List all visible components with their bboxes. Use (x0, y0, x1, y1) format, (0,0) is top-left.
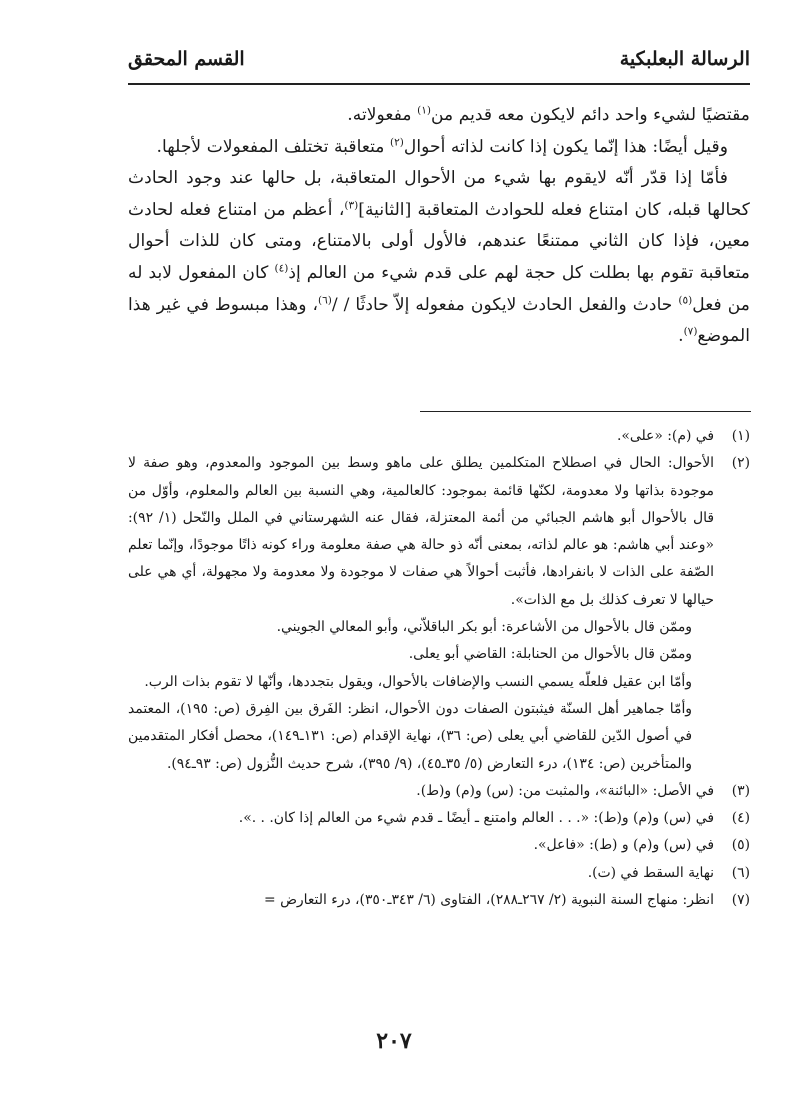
footnote-continuation: وأمّا ابن عقيل فلعلّه يسمي النسب والإضافات بالأحوال، ويقول بتجددها، وأنّها لا تقوم بذات الرب. (144, 673, 692, 690)
footnote-ref: (٦) (318, 293, 332, 306)
footnote-continuation: وممّن قال بالأحوال من الأشاعرة: أبو بكر الباقلاّني، وأبو المعالي الجويني. (276, 619, 692, 636)
footnote-text: انظر: منهاج السنة النبوية (٢/ ٢٦٧ـ٢٨٨)، الفتاوى (٦/ ٣٤٣ـ٣٥٠)، درء التعارض = (264, 892, 714, 909)
footnote-number: (٦) (731, 864, 750, 881)
footnote-number: (٣) (731, 782, 750, 799)
footnote (128, 778, 750, 805)
footnote (128, 860, 750, 887)
footnote-text: في (س) و(م) و (ط): «فاعل». (533, 837, 714, 854)
footnote-ref: (٧) (683, 325, 698, 338)
footnote-number: (١) (731, 428, 750, 444)
footnote-ref: (١) (417, 104, 431, 117)
header-book-title: الرسالة البعلبكية (619, 48, 750, 70)
footnote-ref: (٤) (274, 262, 289, 275)
footnote-continuation: وأمّا جماهير أهل السنّة فيثبتون الصفات دون الأحوال، انظر: الفَرق بين الفِرق (ص: ١٩٥)، المعتمد في أصول الدّين للقاضي أبي يعلى (ص: ٣٦)، نهاية الإقدام (ص: ١٣١ـ١٤٩)، محصل أفكار المتقدمين والمتأخرين (ص: ١٣٤)، درء التعارض (٥/ ٣٥ـ٤٥)، (٩/ ٣٩٥)، شرح حديث النُّزول (ص: ٩٣ـ٩٤). (128, 700, 693, 772)
footnote-text: في (س) و(م) و(ط): «. . . العالم وامتنع ـ أيضًا ـ قدم شيء من العالم إذا كان. . .». (238, 810, 714, 827)
footnote-continuation: وممّن قال بالأحوال من الحنابلة: القاضي أبو يعلى. (408, 646, 692, 663)
footnote (128, 887, 750, 914)
footnote-number: (٧) (731, 892, 750, 909)
body-paragraph: وقيل أيضًا: هذا إنّما يكون إذا كانت لذاته أحوال$^{(٢)}$ متعاقبة تختلف المفعولات لأجلها. (156, 135, 728, 157)
footnote (128, 423, 750, 450)
footnote-number: (٤) (731, 810, 750, 827)
main-text (128, 100, 750, 353)
footnote (128, 832, 750, 859)
running-header (128, 44, 750, 78)
footnote (128, 450, 750, 614)
footnote-text: الأحوال: الحال في اصطلاح المتكلمين يطلق على ماهو وسط بين الموجود والمعدوم، وهو صفة لا موجودة بذاتها ولا معدومة، لكنّها قائمة بموجود: كالعالمية، وهي النسبة بين العالم والمعلوم، وأوّل من قال بالأحوال أبو هاشم الجبائي من أئمة المعتزلة، فقال عنه الشهرستاني في الملل والنّحل (١/ ٩٢): «وعند أبي هاشم: هو عالم لذاته، بمعنى أنّه ذو حالة هي صفة معلومة وراء كونه ذاتًا موجودًا، وإنّما تعلم الصّفة على الذات لا بانفرادها، فأثبت أحوالاً هي صفات لا موجودة ولا معدومة ولا مجهولة، أي هي على حيالها لا تعرف كذلك بل مع الذات». (128, 455, 714, 608)
footnote-ref: (٢) (389, 135, 404, 148)
footnote-number: (٥) (731, 837, 750, 854)
footnote (128, 805, 750, 832)
footnote-number: (٢) (731, 455, 750, 472)
header-section-title: القسم المحقق (128, 48, 245, 70)
footnote-rule (420, 411, 751, 412)
body-paragraph: مقتضيًا لشيء واحد دائم لايكون معه قديم من$^{(١)}$ مفعولاته. (347, 104, 750, 125)
header-rule (128, 83, 750, 85)
footnote-text: في الأصل: «البائنة»، والمثبت من: (س) و(م) و(ط). (416, 782, 714, 799)
footnote-ref: (٣) (344, 199, 359, 212)
body-paragraph: فأمّا إذا قدّر أنّه لايقوم بها شيء من الأحوال المتعاقبة، بل حالها عند وجود الحادث كحالها قبله، كان امتناع فعله للحوادث المتعاقبة [الثانية]$^{(٣)}$، أعظم من امتناع فعله لحادث معين، فإذا كان الثاني ممتنعًا عندهم، فالأول أولى بالامتناع، ومتى كان للذات أحوال متعاقبة تقوم بها بطلت كل حجة لهم على قدم شيء من العالم إذ$^{(٤)}$ كان المفعول لابد له من فعل$^{(٥)}$ حادث والفعل الحادث لايكون مفعوله إلاّ حادثًا / /$^{(٦)}$، وهذا مبسوط في غير هذا الموضع$^{(٧)}$. (128, 168, 751, 347)
page-number: ٢٠٧ (376, 1028, 412, 1054)
footnotes (128, 423, 750, 914)
footnote-ref: (٥) (678, 293, 693, 306)
footnote-text: في (م): «على». (616, 428, 714, 444)
footnote-text: نهاية السقط في (ت). (587, 864, 714, 881)
